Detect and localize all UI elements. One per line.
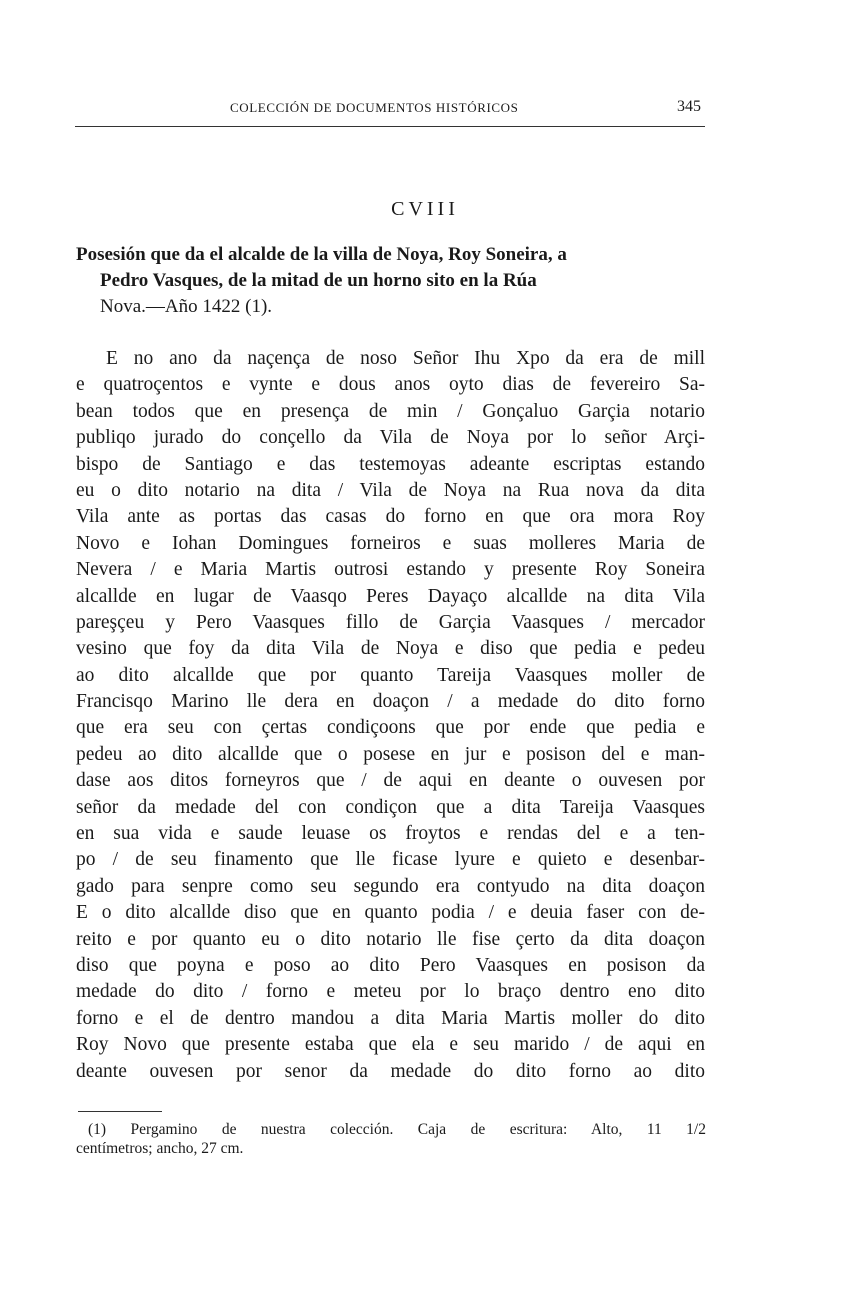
- body-line: E o dito alcallde diso que en quanto podia / e deuia faser con de-: [76, 902, 705, 924]
- body-line: que era seu con çertas condiçoons que por ende que pedia e: [76, 717, 705, 739]
- body-line: forno e el de dentro mandou a dita Maria Martis moller do dito: [76, 1007, 705, 1029]
- body-line: vesino que foy da dita Vila de Noya e diso que pedia e pedeu: [76, 638, 705, 660]
- body-line: reito e por quanto eu o dito notario lle fise çerto da dita doaçon: [76, 928, 705, 950]
- body-line: pedeu ao dito alcallde que o posese en jur e posison del e man-: [76, 743, 705, 765]
- body-line: Nevera / e Maria Martis outrosi estando y presente Roy Soneira: [76, 559, 705, 581]
- body-line: bispo de Santiago e das testemoyas adeante escriptas estando: [76, 453, 705, 475]
- body-line: e quatroçentos e vynte e dous anos oyto dias de fevereiro Sa-: [76, 374, 705, 396]
- body-line: po / de seu finamento que lle ficase lyure e quieto e desenbar-: [76, 849, 705, 871]
- footnote-divider: [78, 1111, 162, 1112]
- body-line: en sua vida e saude leuase os froytos e rendas del e a ten-: [76, 823, 705, 845]
- body-line: alcallde en lugar de Vaasqo Peres Dayaço alcallde na dita Vila: [76, 585, 705, 607]
- body-line: Novo e Iohan Domingues forneiros e suas molleres Maria de: [76, 532, 705, 554]
- body-line: Vila ante as portas das casas do forno en que ora mora Roy: [76, 506, 705, 528]
- document-body: [76, 346, 705, 1085]
- page-number: 345: [677, 98, 701, 115]
- body-line: gado para senpre como seu segundo era contyudo na dita doaçon: [76, 875, 705, 897]
- body-line: ao dito alcallde que por quanto Tareija Vaasques moller de: [76, 664, 705, 686]
- body-line: publiqo jurado do conçello da Vila de Noya por lo señor Arçi-: [76, 427, 705, 449]
- footnote-line: (1) Pergamino de nuestra colección. Caja de escritura: Alto, 11 1/2: [88, 1121, 706, 1138]
- body-line: medade do dito / forno e meteu por lo braço dentro eno dito: [76, 981, 705, 1003]
- document-title: [76, 242, 704, 320]
- body-line: Francisqo Marino lle dera en doaçon / a medade do dito forno: [76, 691, 705, 713]
- title-line: Nova.—Año 1422 (1).: [100, 296, 273, 317]
- body-line: Roy Novo que presente estaba que ela e seu marido / de aqui en: [76, 1034, 705, 1056]
- running-title: COLECCIÓN DE DOCUMENTOS HISTÓRICOS: [230, 100, 519, 115]
- body-line: E no ano da naçença de noso Señor Ihu Xpo da era de mill: [106, 348, 705, 369]
- footnote: [76, 1120, 706, 1158]
- title-line: Pedro Vasques, de la mitad de un horno sito en la Rúa: [100, 270, 537, 291]
- body-line: diso que poyna e poso ao dito Pero Vaasques en posison da: [76, 954, 705, 976]
- body-line: pareşçeu y Pero Vaasques fillo de Garçia Vaasques / mercador: [76, 611, 705, 633]
- body-line: eu o dito notario na dita / Vila de Noya na Rua nova da dita: [76, 479, 705, 501]
- body-line: señor da medade del con condiçon que a dita Tareija Vaasques: [76, 796, 705, 818]
- document-number: CVIII: [391, 198, 459, 220]
- title-line: Posesión que da el alcalde de la villa de Noya, Roy Soneira, a: [76, 244, 567, 265]
- page-header: [75, 98, 705, 127]
- body-line: deante ouvesen por senor da medade do dito forno ao dito: [76, 1060, 705, 1082]
- footnote-line: centímetros; ancho, 27 cm.: [76, 1140, 244, 1157]
- body-line: dase aos ditos forneyros que / de aqui en deante o ouvesen por: [76, 770, 705, 792]
- body-line: bean todos que en presença de min / Gonçaluo Garçia notario: [76, 400, 705, 422]
